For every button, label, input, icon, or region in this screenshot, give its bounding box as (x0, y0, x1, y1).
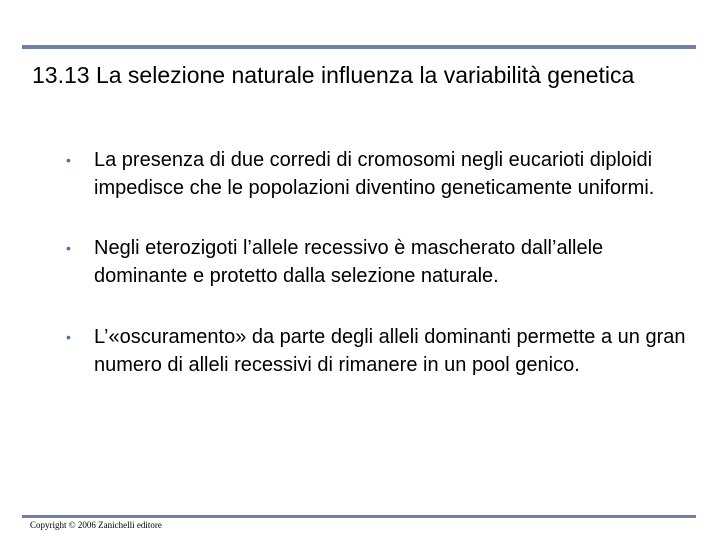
bullet-icon: • (66, 240, 71, 256)
bullet-icon: • (66, 152, 71, 168)
bullet-icon: • (66, 329, 71, 345)
bullet-item (66, 234, 686, 290)
bullet-text: L’«oscuramento» da parte degli alleli dominanti permette a un gran numero di alleli recessivi di rimanere in un pool genico. (94, 326, 686, 376)
bullet-text: Negli eterozigoti l’allele recessivo è mascherato dall’allele dominante e protetto dalla selezione naturale. (94, 237, 604, 287)
bullet-list (66, 146, 686, 411)
copyright-footer: Copyright © 2006 Zanichelli editore (30, 520, 162, 530)
bottom-divider (22, 515, 696, 518)
bullet-item (66, 146, 686, 202)
bullet-item (66, 323, 686, 379)
slide-title: 13.13 La selezione naturale influenza la variabilità genetica (32, 62, 635, 88)
bullet-text: La presenza di due corredi di cromosomi negli eucarioti diploidi impedisce che le popolazioni diventino geneticamente uniformi. (94, 149, 655, 199)
top-divider (22, 45, 696, 49)
